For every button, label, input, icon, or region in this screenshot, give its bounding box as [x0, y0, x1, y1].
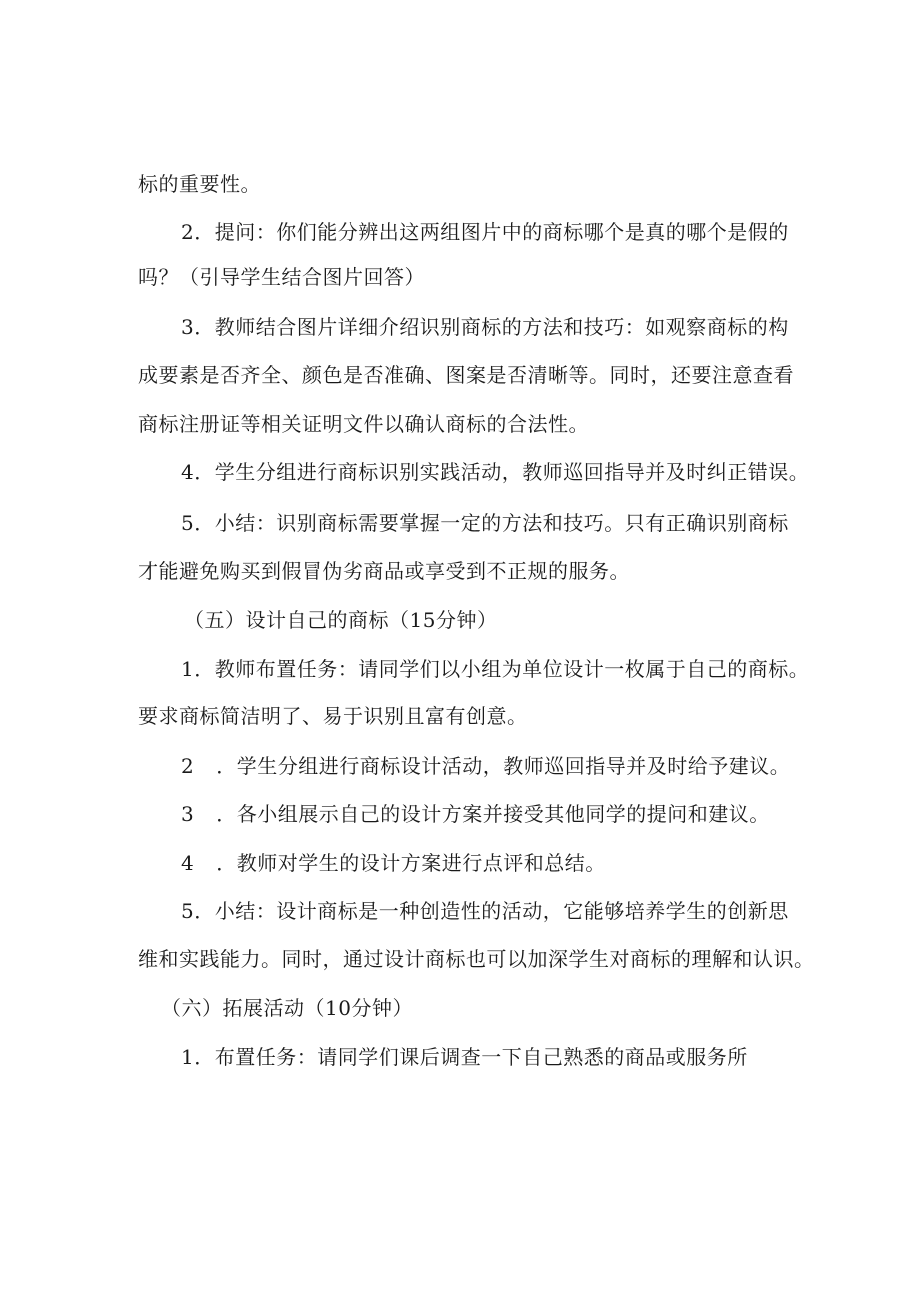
text-line: 1．教师布置任务：请同学们以小组为单位设计一枚属于自己的商标。 — [181, 657, 810, 681]
text-line: 标的重要性。 — [138, 172, 261, 196]
section-heading: （六）拓展活动（10分钟） — [161, 996, 413, 1020]
text-line: 5．小结：设计商标是一种创造性的活动，它能够培养学生的创新思 — [181, 899, 789, 923]
text-line: 才能避免购买到假冒伪劣商品或享受到不正规的服务。 — [138, 559, 630, 583]
text-line: 2．提问：你们能分辨出这两组图片中的商标哪个是真的哪个是假的 — [181, 220, 789, 244]
list-number: 2 — [181, 754, 195, 778]
list-text: ．教师对学生的设计方案进行点评和总结。 — [216, 851, 606, 875]
text-line: 4．学生分组进行商标识别实践活动，教师巡回指导并及时纠正错误。 — [181, 460, 810, 484]
text-line — [181, 849, 606, 877]
list-text: ．各小组展示自己的设计方案并接受其他同学的提问和建议。 — [216, 802, 770, 826]
section-heading: （五）设计自己的商标（15分钟） — [184, 608, 498, 632]
text-line: 商标注册证等相关证明文件以确认商标的合法性。 — [138, 412, 589, 436]
text-line: 3．教师结合图片详细介绍识别商标的方法和技巧：如观察商标的构 — [181, 315, 789, 339]
text-line: 维和实践能力。同时，通过设计商标也可以加深学生对商标的理解和认识。 — [138, 947, 815, 971]
list-text: ．学生分组进行商标设计活动，教师巡回指导并及时给予建议。 — [216, 754, 791, 778]
text-line: 要求商标简洁明了、易于识别且富有创意。 — [138, 704, 528, 728]
list-number: 4 — [181, 851, 195, 875]
text-line — [181, 800, 770, 828]
list-number: 3 — [181, 802, 195, 826]
text-line: 成要素是否齐全、颜色是否准确、图案是否清晰等。同时，还要注意查看 — [138, 363, 794, 387]
text-line: 1．布置任务：请同学们课后调查一下自己熟悉的商品或服务所 — [181, 1045, 748, 1069]
text-line: 5．小结：识别商标需要掌握一定的方法和技巧。只有正确识别商标 — [181, 511, 789, 535]
text-line: 吗？（引导学生结合图片回答） — [138, 265, 425, 289]
text-line — [181, 752, 790, 780]
